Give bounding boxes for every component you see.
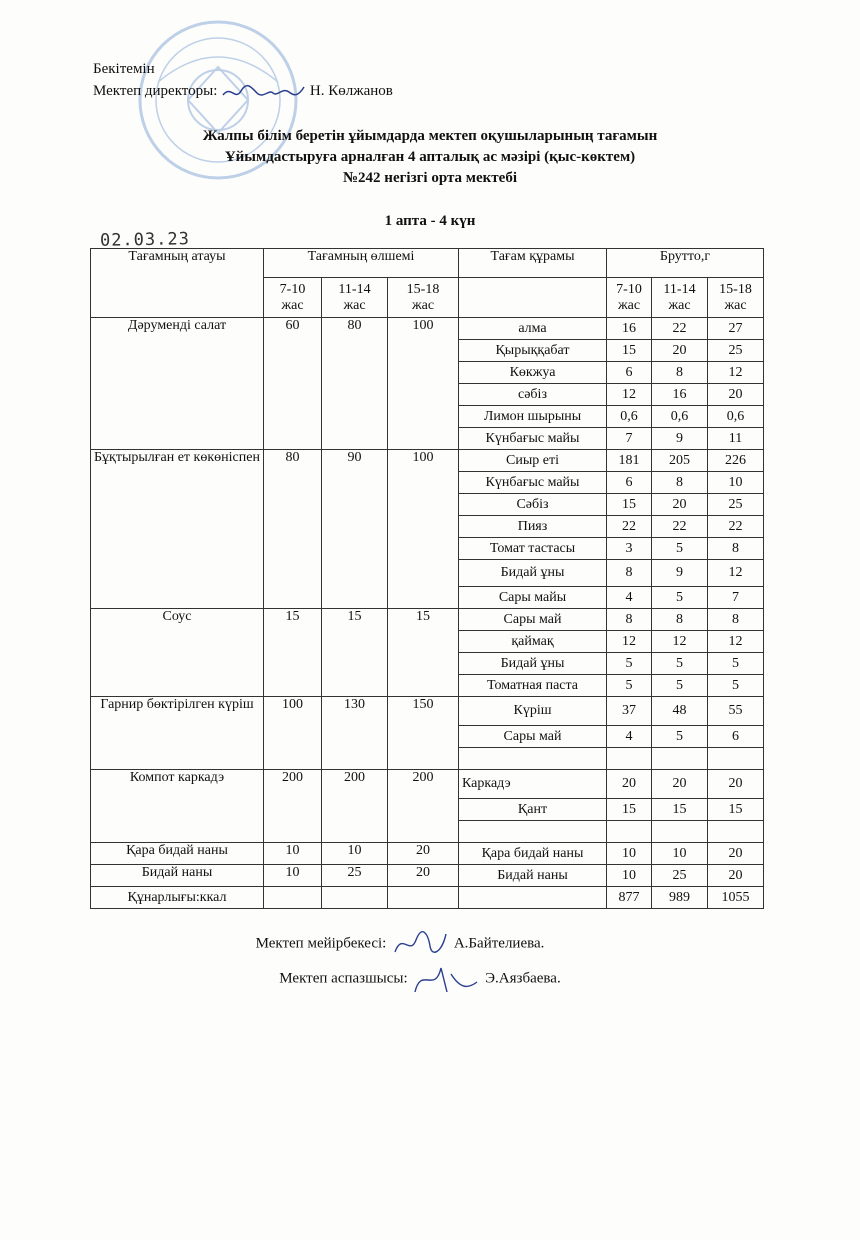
brutto-cell: 8 xyxy=(607,609,652,631)
dish-name: Бұқтырылған ет көкөніспен xyxy=(91,450,264,609)
brutto-cell: 20 xyxy=(652,340,708,362)
header-brutto-age1: 7-10 жас xyxy=(607,278,652,318)
header-composition: Тағам құрамы xyxy=(459,249,607,278)
brutto-cell: 6 xyxy=(607,362,652,384)
total-empty-cell xyxy=(322,887,388,909)
brutto-cell: 22 xyxy=(652,516,708,538)
brutto-cell: 20 xyxy=(708,865,764,887)
total-value: 989 xyxy=(652,887,708,909)
ingredient-name: Пияз xyxy=(459,516,607,538)
ingredient-name: Каркадэ xyxy=(459,770,607,799)
brutto-cell: 15 xyxy=(708,799,764,821)
brutto-cell: 10 xyxy=(607,865,652,887)
table-row xyxy=(91,609,764,631)
brutto-cell: 12 xyxy=(607,631,652,653)
brutto-cell: 8 xyxy=(652,472,708,494)
cook-name: Э.Аязбаева. xyxy=(485,970,561,987)
brutto-cell: 12 xyxy=(708,631,764,653)
brutto-cell: 20 xyxy=(708,384,764,406)
brutto-cell xyxy=(708,748,764,770)
brutto-cell: 25 xyxy=(708,494,764,516)
brutto-cell: 10 xyxy=(652,843,708,865)
header-composition-empty xyxy=(459,278,607,318)
total-value: 1055 xyxy=(708,887,764,909)
table-row xyxy=(91,770,764,799)
portion-cell: 150 xyxy=(388,697,459,770)
ingredient-name xyxy=(459,821,607,843)
header-portion-age1: 7-10 жас xyxy=(264,278,322,318)
dish-name: Бидай наны xyxy=(91,865,264,887)
dish-name: Соус xyxy=(91,609,264,697)
header-brutto: Брутто,г xyxy=(607,249,764,278)
dish-name: Қара бидай наны xyxy=(91,843,264,865)
ingredient-name: Томат тастасы xyxy=(459,538,607,560)
portion-cell: 200 xyxy=(322,770,388,843)
brutto-cell xyxy=(708,821,764,843)
ingredient-name: Сары май xyxy=(459,726,607,748)
brutto-cell: 20 xyxy=(652,494,708,516)
brutto-cell: 37 xyxy=(607,697,652,726)
brutto-cell: 27 xyxy=(708,318,764,340)
portion-cell: 130 xyxy=(322,697,388,770)
brutto-cell: 9 xyxy=(652,560,708,587)
brutto-cell xyxy=(652,821,708,843)
ingredient-name: Күнбағыс майы xyxy=(459,472,607,494)
portion-cell: 200 xyxy=(388,770,459,843)
header-brutto-age2: 11-14 жас xyxy=(652,278,708,318)
brutto-cell: 5 xyxy=(607,653,652,675)
brutto-cell: 10 xyxy=(607,843,652,865)
dish-name: Компот каркадэ xyxy=(91,770,264,843)
ingredient-name: Томатная паста xyxy=(459,675,607,697)
dish-name: Гарнир бөктірілген күріш xyxy=(91,697,264,770)
portion-cell: 25 xyxy=(322,865,388,887)
total-row xyxy=(91,887,764,909)
brutto-cell: 8 xyxy=(652,362,708,384)
header-brutto-age3: 15-18 жас xyxy=(708,278,764,318)
total-empty-cell xyxy=(459,887,607,909)
doc-title-line1: Жалпы білім беретін ұйымдарда мектеп оқушыларының тағамын xyxy=(202,128,658,144)
manager-signature-line xyxy=(0,930,830,958)
brutto-cell xyxy=(652,748,708,770)
brutto-cell: 5 xyxy=(652,675,708,697)
manager-name: А.Байтелиева. xyxy=(453,935,545,952)
brutto-cell: 5 xyxy=(652,587,708,609)
brutto-cell: 0,6 xyxy=(607,406,652,428)
manager-label: Мектеп мейірбекесі: xyxy=(255,935,387,952)
ingredient-name: Сары майы xyxy=(459,587,607,609)
manager-signature xyxy=(390,930,450,958)
brutto-cell: 11 xyxy=(708,428,764,450)
brutto-cell: 12 xyxy=(708,362,764,384)
brutto-cell: 12 xyxy=(652,631,708,653)
brutto-cell: 16 xyxy=(607,318,652,340)
brutto-cell: 181 xyxy=(607,450,652,472)
handwritten-date: 02.03.23 xyxy=(99,229,191,251)
ingredient-name xyxy=(459,748,607,770)
ingredient-name: Сиыр еті xyxy=(459,450,607,472)
menu-table xyxy=(90,248,764,909)
total-value: 877 xyxy=(607,887,652,909)
brutto-cell: 15 xyxy=(652,799,708,821)
portion-cell: 20 xyxy=(388,865,459,887)
portion-cell: 100 xyxy=(388,318,459,450)
table-row xyxy=(91,843,764,865)
brutto-cell: 15 xyxy=(607,799,652,821)
portion-cell: 80 xyxy=(322,318,388,450)
brutto-cell: 8 xyxy=(708,538,764,560)
brutto-cell: 5 xyxy=(652,653,708,675)
director-line xyxy=(93,80,393,102)
header-portion: Тағамның өлшемі xyxy=(264,249,459,278)
brutto-cell: 0,6 xyxy=(708,406,764,428)
ingredient-name: Күнбағыс майы xyxy=(459,428,607,450)
ingredient-name: қаймақ xyxy=(459,631,607,653)
brutto-cell: 6 xyxy=(607,472,652,494)
brutto-cell: 22 xyxy=(607,516,652,538)
brutto-cell: 9 xyxy=(652,428,708,450)
ingredient-name: Қырыққабат xyxy=(459,340,607,362)
brutto-cell: 226 xyxy=(708,450,764,472)
portion-cell: 10 xyxy=(322,843,388,865)
portion-cell: 200 xyxy=(264,770,322,843)
portion-cell: 15 xyxy=(388,609,459,697)
director-name: Н. Көлжанов xyxy=(309,83,393,99)
approval-block xyxy=(93,58,393,102)
school-name: №242 негізгі орта мектебі xyxy=(342,170,518,186)
header-portion-age3: 15-18 жас xyxy=(388,278,459,318)
brutto-cell: 20 xyxy=(607,770,652,799)
portion-cell: 60 xyxy=(264,318,322,450)
ingredient-name: алма xyxy=(459,318,607,340)
director-label: Мектеп директоры: xyxy=(93,83,218,99)
brutto-cell: 22 xyxy=(652,318,708,340)
brutto-cell: 48 xyxy=(652,697,708,726)
director-signature xyxy=(221,83,306,101)
brutto-cell: 6 xyxy=(708,726,764,748)
approval-line: Бекітемін xyxy=(93,61,155,77)
portion-cell: 10 xyxy=(264,843,322,865)
brutto-cell: 5 xyxy=(708,675,764,697)
ingredient-name: Бидай ұны xyxy=(459,560,607,587)
brutto-cell: 16 xyxy=(652,384,708,406)
brutto-cell: 10 xyxy=(708,472,764,494)
header-portion-age2: 11-14 жас xyxy=(322,278,388,318)
cook-signature-line xyxy=(0,962,850,996)
brutto-cell: 20 xyxy=(652,770,708,799)
portion-cell: 80 xyxy=(264,450,322,609)
total-empty-cell xyxy=(388,887,459,909)
brutto-cell: 20 xyxy=(708,770,764,799)
portion-cell: 90 xyxy=(322,450,388,609)
brutto-cell: 8 xyxy=(708,609,764,631)
brutto-cell: 5 xyxy=(607,675,652,697)
ingredient-name: Көкжуа xyxy=(459,362,607,384)
brutto-cell xyxy=(607,748,652,770)
brutto-cell: 55 xyxy=(708,697,764,726)
brutto-cell: 20 xyxy=(708,843,764,865)
brutto-cell: 8 xyxy=(607,560,652,587)
brutto-cell: 5 xyxy=(652,538,708,560)
table-row xyxy=(91,450,764,472)
cook-signature xyxy=(411,962,481,996)
cook-label: Мектеп аспазшысы: xyxy=(279,970,408,987)
table-row xyxy=(91,697,764,726)
ingredient-name: Бидай ұны xyxy=(459,653,607,675)
ingredient-name: Бидай наны xyxy=(459,865,607,887)
brutto-cell: 205 xyxy=(652,450,708,472)
brutto-cell: 12 xyxy=(708,560,764,587)
ingredient-name: Лимон шырыны xyxy=(459,406,607,428)
brutto-cell: 3 xyxy=(607,538,652,560)
brutto-cell: 25 xyxy=(708,340,764,362)
total-empty-cell xyxy=(264,887,322,909)
brutto-cell: 8 xyxy=(652,609,708,631)
brutto-cell: 5 xyxy=(708,653,764,675)
doc-title-line2: Ұйымдастыруға арналған 4 апталық ас мәзірі (қыс-көктем) xyxy=(224,149,636,165)
header-dish: Тағамның атауы xyxy=(91,249,264,318)
portion-cell: 20 xyxy=(388,843,459,865)
brutto-cell: 4 xyxy=(607,587,652,609)
portion-cell: 15 xyxy=(264,609,322,697)
ingredient-name: Сәбіз xyxy=(459,494,607,516)
ingredient-name: Күріш xyxy=(459,697,607,726)
table-row xyxy=(91,318,764,340)
portion-cell: 100 xyxy=(264,697,322,770)
ingredient-name: Сары май xyxy=(459,609,607,631)
menu-table-body xyxy=(91,318,764,909)
table-row xyxy=(91,865,764,887)
ingredient-name: Қара бидай наны xyxy=(459,843,607,865)
portion-cell: 10 xyxy=(264,865,322,887)
brutto-cell: 15 xyxy=(607,340,652,362)
brutto-cell: 0,6 xyxy=(652,406,708,428)
total-label: Құнарлығы:ккал xyxy=(91,887,264,909)
ingredient-name: Қант xyxy=(459,799,607,821)
ingredient-name: сәбіз xyxy=(459,384,607,406)
portion-cell: 100 xyxy=(388,450,459,609)
dish-name: Дәруменді салат xyxy=(91,318,264,450)
brutto-cell: 7 xyxy=(607,428,652,450)
brutto-cell: 4 xyxy=(607,726,652,748)
brutto-cell: 15 xyxy=(607,494,652,516)
brutto-cell xyxy=(607,821,652,843)
brutto-cell: 7 xyxy=(708,587,764,609)
portion-cell: 15 xyxy=(322,609,388,697)
week-day: 1 апта - 4 күн xyxy=(384,213,476,229)
brutto-cell: 22 xyxy=(708,516,764,538)
brutto-cell: 25 xyxy=(652,865,708,887)
brutto-cell: 12 xyxy=(607,384,652,406)
brutto-cell: 5 xyxy=(652,726,708,748)
